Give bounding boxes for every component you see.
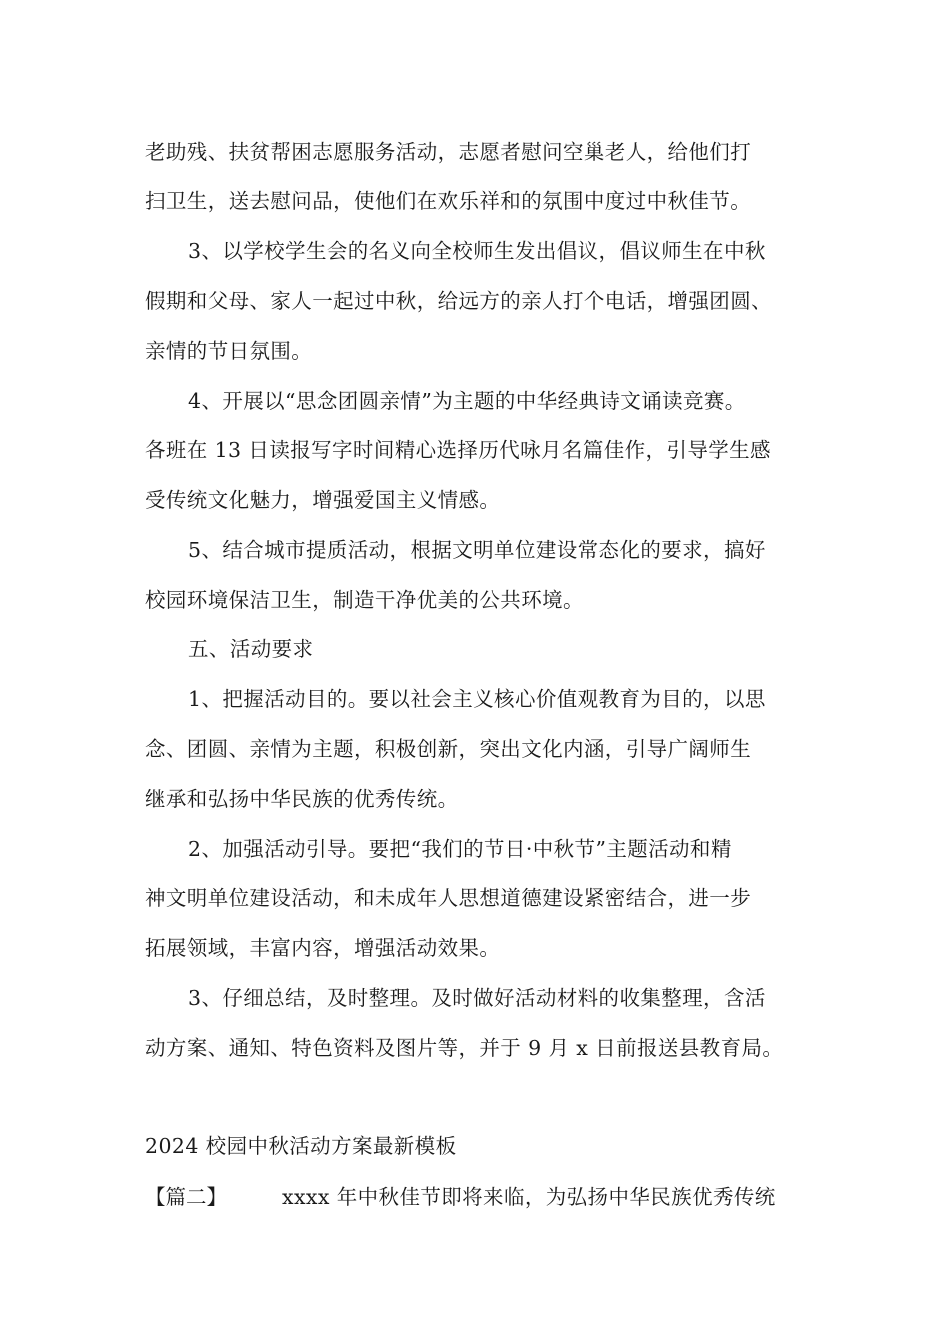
paragraph-line: 5、结合城市提质活动，根据文明单位建设常态化的要求，搞好 <box>188 538 766 562</box>
paragraph-line: 继承和弘扬中华民族的优秀传统。 <box>145 787 459 811</box>
paragraph-line: 受传统文化魅力，增强爱国主义情感。 <box>145 488 501 512</box>
paragraph-line: 神文明单位建设活动，和未成年人思想道德建设紧密结合，进一步 <box>145 886 752 910</box>
paragraph-line: 4、开展以“思念团圆亲情”为主题的中华经典诗文诵读竞赛。 <box>188 389 746 413</box>
paragraph-line: 3、以学校学生会的名义向全校师生发出倡议，倡议师生在中秋 <box>188 239 766 263</box>
paragraph-line: 亲情的节日氛围。 <box>145 339 313 363</box>
paragraph-line: 动方案、通知、特色资料及图片等，并于 9 月 x 日前报送县教育局。 <box>145 1036 784 1060</box>
paragraph-line: 3、仔细总结，及时整理。及时做好活动材料的收集整理，含活 <box>188 986 766 1010</box>
paragraph-line: 念、团圆、亲情为主题，积极创新，突出文化内涵，引导广阔师生 <box>145 737 752 761</box>
paragraph-line: 各班在 13 日读报写字时间精心选择历代咏月名篇佳作，引导学生感 <box>145 438 771 462</box>
paragraph-line: 校园环境保洁卫生，制造干净优美的公共环境。 <box>145 588 584 612</box>
paragraph-line: 2、加强活动引导。要把“我们的节日·中秋节”主题活动和精 <box>188 837 732 861</box>
paragraph-line: 扫卫生，送去慰问品，使他们在欢乐祥和的氛围中度过中秋佳节。 <box>145 189 752 213</box>
paragraph-line: 1、把握活动目的。要以社会主义核心价值观教育为目的，以思 <box>188 687 766 711</box>
paragraph-line: 老助残、扶贫帮困志愿服务活动，志愿者慰问空巢老人，给他们打 <box>145 140 752 164</box>
part-label: 【篇二】 <box>145 1185 227 1209</box>
part-intro-text: xxxx 年中秋佳节即将来临，为弘扬中华民族优秀传统 <box>282 1185 776 1209</box>
paragraph-line: 假期和父母、家人一起过中秋，给远方的亲人打个电话，增强团圆、 <box>145 289 772 313</box>
paragraph-line: 拓展领域，丰富内容，增强活动效果。 <box>145 936 501 960</box>
section-heading: 五、活动要求 <box>188 637 314 661</box>
document-title: 2024 校园中秋活动方案最新模板 <box>145 1134 457 1158</box>
